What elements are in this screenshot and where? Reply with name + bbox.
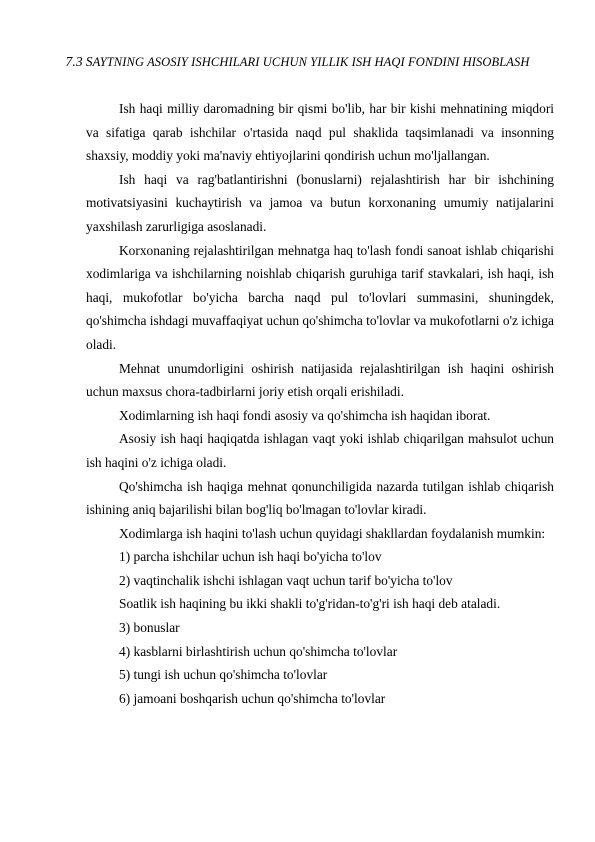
list-item: 4) kasblarni birlashtirish uchun qo'shimcha to'lovlar [119,643,398,659]
paragraph: Xodimlarga ish haqini to'lash uchun quyidagi shakllardan foydalanish mumkin: [119,525,546,541]
paragraph: Asosiy ish haqi haqiqatda ishlagan vaqt yoki ishlab chiqarilgan mahsulot uchun ish haqini o'z ichiga oladi. [86,431,554,470]
paragraph: Xodimlarning ish haqi fondi asosiy va qo'shimcha ish haqidan iborat. [119,407,491,423]
paragraph: Qo'shimcha ish haqiga mehnat qonunchiligida nazarda tutilgan ishlab chiqarish ishining aniq bajarilishi bilan bog'liq bo'lmagan to'lovlar kiradi. [86,478,554,518]
list-item: 3) bonuslar [119,620,180,636]
list-item: 2) vaqtinchalik ishchi ishlagan vaqt uchun tarif bo'yicha to'lov [119,572,453,588]
section-heading [0,54,595,70]
list-item: 5) tungi ish uchun qo'shimcha to'lovlar [119,667,328,683]
list-item: 1) parcha ishchilar uchun ish haqi bo'yicha to'lov [119,549,382,565]
section-number: 7.3 [65,54,83,69]
paragraph: Ish haqi milliy daromadning bir qismi bo'lib, har bir kishi mehnatining miqdori va sifatiga qarab ishchilar o'rtasida naqd pul shaklida taqsimlanadi va insonning shaxsiy, moddiy yoki ma'naviy ehtiyojlarini qondirish uchun mo'ljallangan. [86,101,554,164]
paragraph: Ish haqi va rag'batlantirishni (bonuslarni) rejalashtirish har bir ishchining motivatsiyasini kuchaytirish va jamoa va butun korxonaning umumiy natijalarini yaxshilash zarurligiga asoslanadi. [86,171,554,234]
heading-first-letter: S [85,54,93,69]
list-item: 6) jamoani boshqarish uchun qo'shimcha to'lovlar [119,690,386,706]
list-note: Soatlik ish haqining bu ikki shakli to'g'ridan-to'g'ri ish haqi deb ataladi. [119,596,501,612]
body-text [86,97,554,710]
paragraph: Mehnat unumdorligini oshirish natijasida rejalashtirilgan ish haqini oshirish uchun maxsus chora-tadbirlarni joriy etish orqali erishiladi. [86,360,554,400]
heading-rest: AYTNING ASOSIY ISHCHILARI UCHUN YILLIK ISH HAQI FONDINI HISOBLASH [92,55,530,69]
paragraph: Korxonaning rejalashtirilgan mehnatga haq to'lash fondi sanoat ishlab chiqarishi xodimlariga va ishchilarning noishlab chiqarish guruhiga tarif stavkalari, ish haqi, ish haqi, mukofotlar bo'yicha barcha naqd pul to'lovlari summasini, shuningdek, qo'shimcha ishdagi muvaffaqiyat uchun qo'shimcha to'lovlar va mukofotlarni o'z ichiga oladi. [86,242,554,352]
